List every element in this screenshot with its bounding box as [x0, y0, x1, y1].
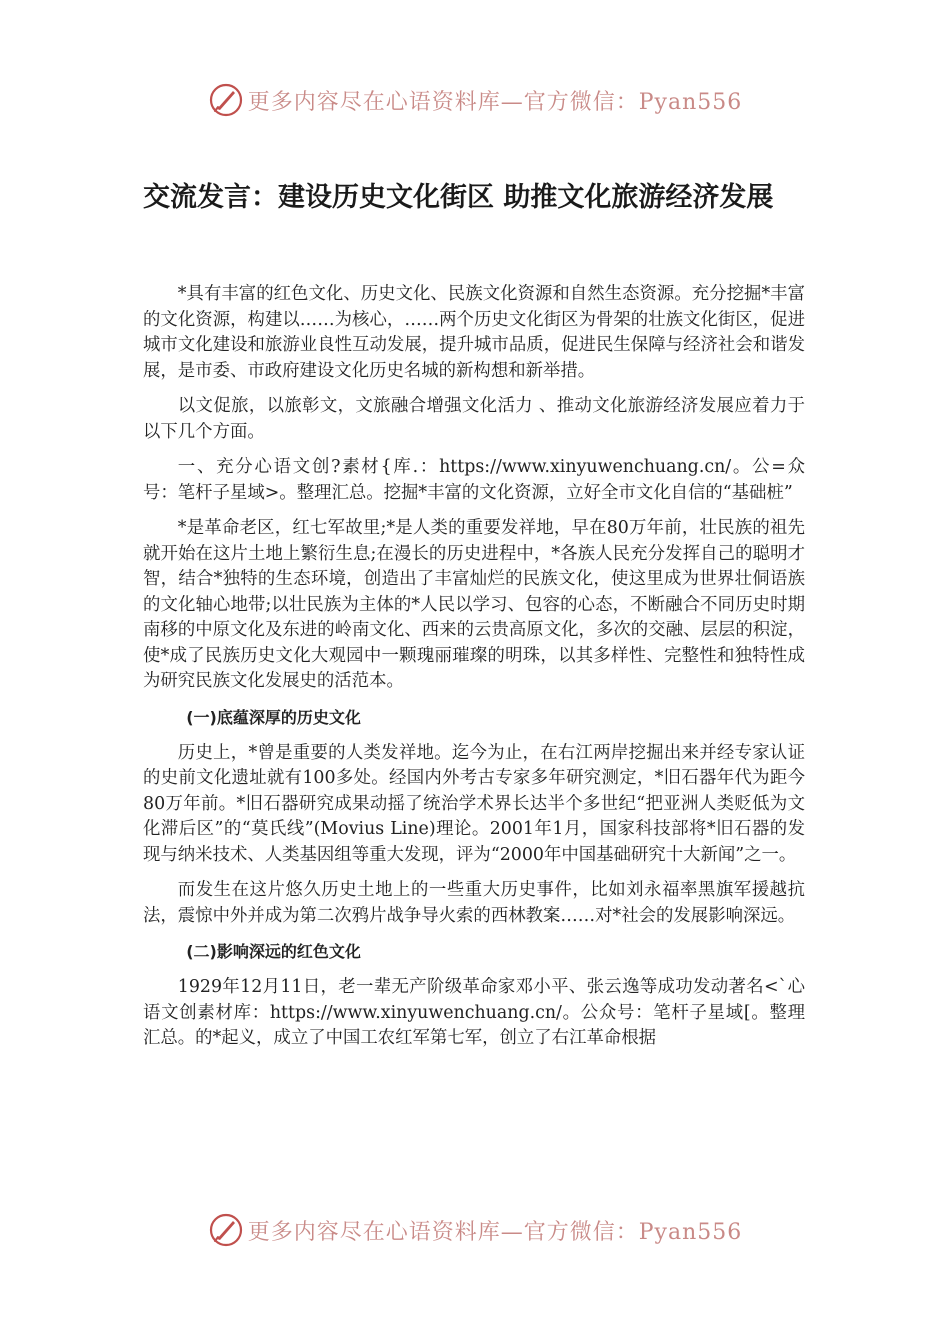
paragraph: 历史上，*曾是重要的人类发祥地。迄今为止，在右江两岸挖掘出来并经专家认证的史前文化遗址就有100多处。经国内外考古专家多年研究测定，*旧石器年代为距今80万年前。*旧石器研究成果动摇了统治学术界长达半个多世纪“把亚洲人类贬低为文化滞后区”的“莫氏线”(Movius Line)理论。2001年1月，国家科技部将*旧石器的发现与纳米技术、人类基因组等重大发现，评为“2000年中国基础研究十大新闻”之一。 — [143, 742, 805, 865]
document-title: 交流发言：建设历史文化街区 助推文化旅游经济发展 — [143, 182, 774, 213]
section-heading-history: (一)底蕴深厚的历史文化 — [186, 707, 361, 727]
paragraph: 以文促旅，以旅彰文，文旅融合增强文化活力 、推动文化旅游经济发展应着力于以下几个方面。 — [143, 396, 805, 442]
watermark-banner-text: 更多内容尽在心语资料库—官方微信：Pyan556 — [247, 1219, 743, 1245]
paragraph: *具有丰富的红色文化、历史文化、民族文化资源和自然生态资源。充分挖掘*丰富的文化资源，构建以……为核心，……两个历史文化街区为骨架的壮族文化街区，促进城市文化建设和旅游业良性互动发展，提升城市品质，促进民生保障与经济社会和谐发展，是市委、市政府建设文化历史名城的新构想和新举措。 — [143, 284, 805, 381]
document-body — [143, 282, 805, 1062]
paragraph: 1929年12月11日，老一辈无产阶级革命家邓小平、张云逸等成功发动著名<`心语文创素材库：https://www.xinyuwenchuang.cn/。公众号：笔杆子星域[。整理汇总。的*起义，成立了中国工农红军第七军，创立了右江革命根据 — [143, 977, 805, 1048]
quill-pen-logo-icon — [208, 1212, 244, 1248]
watermark-banner-bottom — [0, 1210, 950, 1250]
quill-pen-logo-icon — [208, 82, 244, 118]
watermark-banner-text: 更多内容尽在心语资料库—官方微信：Pyan556 — [247, 89, 743, 115]
paragraph: 一、充分心语文创?素材{库.：https://www.xinyuwenchuang.cn/。公=众号：笔杆子星域>。整理汇总。挖掘*丰富的文化资源，立好全市文化自信的“基础桩” — [143, 457, 805, 503]
paragraph: 而发生在这片悠久历史土地上的一些重大历史事件，比如刘永福率黑旗军援越抗法，震惊中外并成为第二次鸦片战争导火索的西林教案……对*社会的发展影响深远。 — [143, 880, 805, 926]
section-heading-red-culture: (二)影响深远的红色文化 — [186, 942, 361, 961]
paragraph: *是革命老区，红七军故里;*是人类的重要发祥地，早在80万年前，壮民族的祖先就开始在这片土地上繁衍生息;在漫长的历史进程中，*各族人民充分发挥自己的聪明才智，结合*独特的生态环境，创造出了丰富灿烂的民族文化，使这里成为世界壮侗语族的文化轴心地带;以壮民族为主体的*人民以学习、包容的心态，不断融合不同历史时期南移的中原文化及东进的岭南文化、西来的云贵高原文化，多次的交融、层层的积淀，使*成了民族历史文化大观园中一颗瑰丽璀璨的明珠，以其多样性、完整性和独特性成为研究民族文化发展史的活范本。 — [143, 518, 805, 691]
watermark-banner-top — [0, 80, 950, 120]
